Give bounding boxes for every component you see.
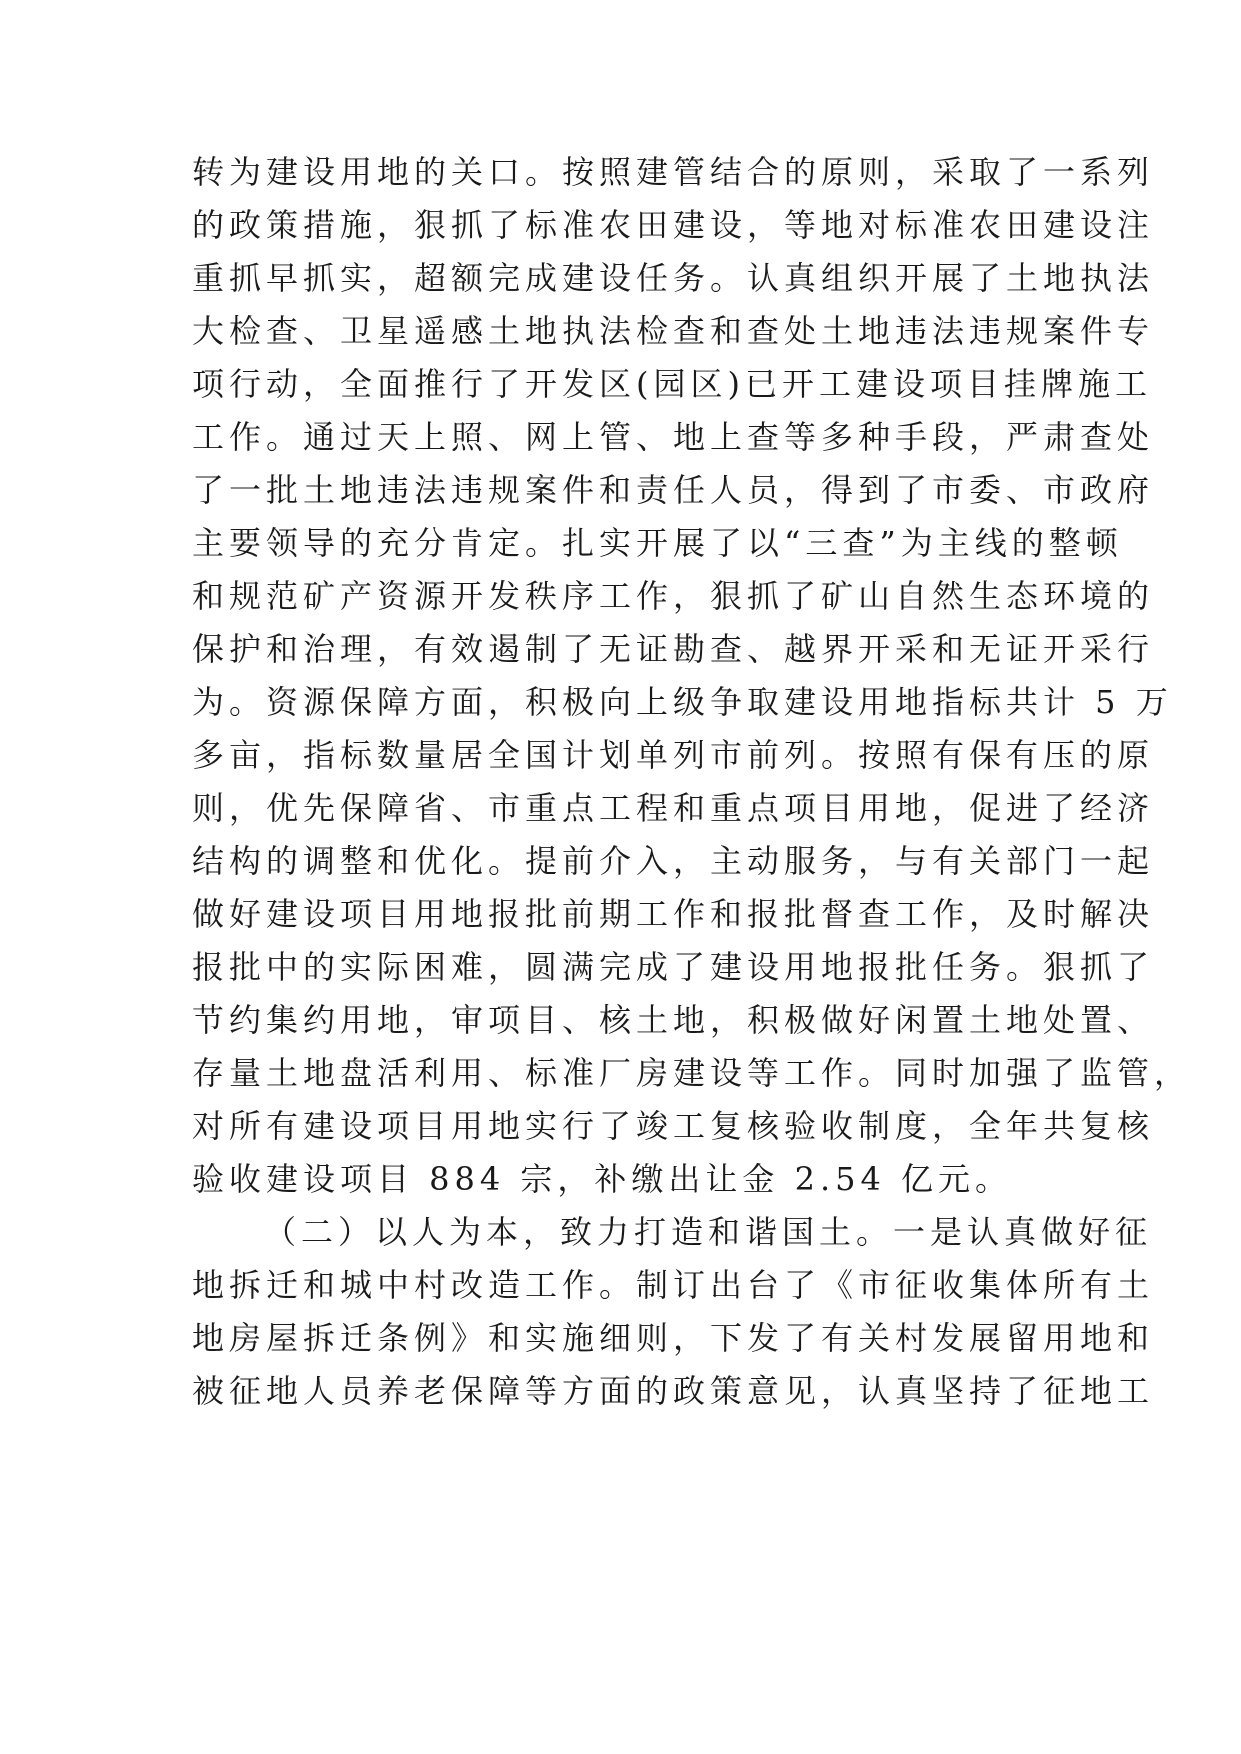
text-line: 工作。通过天上照、网上管、地上查等多种手段，严肃查处 xyxy=(192,418,1155,456)
text-line: 做好建设项目用地报批前期工作和报批督查工作，及时解决 xyxy=(192,895,1155,933)
text-line: 的政策措施，狠抓了标准农田建设，等地对标准农田建设注 xyxy=(192,206,1155,244)
text-line: 主要领导的充分肯定。扎实开展了以“三查”为主线的整顿 xyxy=(192,524,1123,562)
text-line: 则，优先保障省、市重点工程和重点项目用地，促进了经济 xyxy=(192,789,1155,827)
text-line: 对所有建设项目用地实行了竣工复核验收制度，全年共复核 xyxy=(192,1107,1155,1145)
text-line: 转为建设用地的关口。按照建管结合的原则，采取了一系列 xyxy=(192,153,1155,191)
text-line: 为。资源保障方面，积极向上级争取建设用地指标共计 5 万 xyxy=(192,683,1173,721)
text-line: 节约集约用地，审项目、核土地，积极做好闲置土地处置、 xyxy=(192,1001,1155,1039)
text-line: 报批中的实际困难，圆满完成了建设用地报批任务。狠抓了 xyxy=(192,948,1155,986)
text-line: 被征地人员养老保障等方面的政策意见，认真坚持了征地工 xyxy=(192,1372,1155,1410)
section-heading-line: （二）以人为本，致力打造和谐国土。一是认真做好征 xyxy=(264,1213,1153,1251)
text-line: 结构的调整和优化。提前介入，主动服务，与有关部门一起 xyxy=(192,842,1155,880)
text-line: 多亩，指标数量居全国计划单列市前列。按照有保有压的原 xyxy=(192,736,1155,774)
text-line: 地房屋拆迁条例》和实施细则，下发了有关村发展留用地和 xyxy=(192,1319,1155,1357)
text-line: 保护和治理，有效遏制了无证勘查、越界开采和无证开采行 xyxy=(192,630,1155,668)
text-line: 了一批土地违法违规案件和责任人员，得到了市委、市政府 xyxy=(192,471,1155,509)
text-line: 验收建设项目 884 宗，补缴出让金 2.54 亿元。 xyxy=(192,1160,1013,1198)
text-line: 大检查、卫星遥感土地执法检查和查处土地违法违规案件专 xyxy=(192,312,1155,350)
text-line: 和规范矿产资源开发秩序工作，狠抓了矿山自然生态环境的 xyxy=(192,577,1155,615)
text-line: 重抓早抓实，超额完成建设任务。认真组织开展了土地执法 xyxy=(192,259,1155,297)
text-line: 项行动，全面推行了开发区(园区)已开工建设项目挂牌施工 xyxy=(192,365,1152,403)
text-line: 地拆迁和城中村改造工作。制订出台了《市征收集体所有土 xyxy=(192,1266,1155,1304)
text-line: 存量土地盘活利用、标准厂房建设等工作。同时加强了监管， xyxy=(192,1054,1192,1092)
